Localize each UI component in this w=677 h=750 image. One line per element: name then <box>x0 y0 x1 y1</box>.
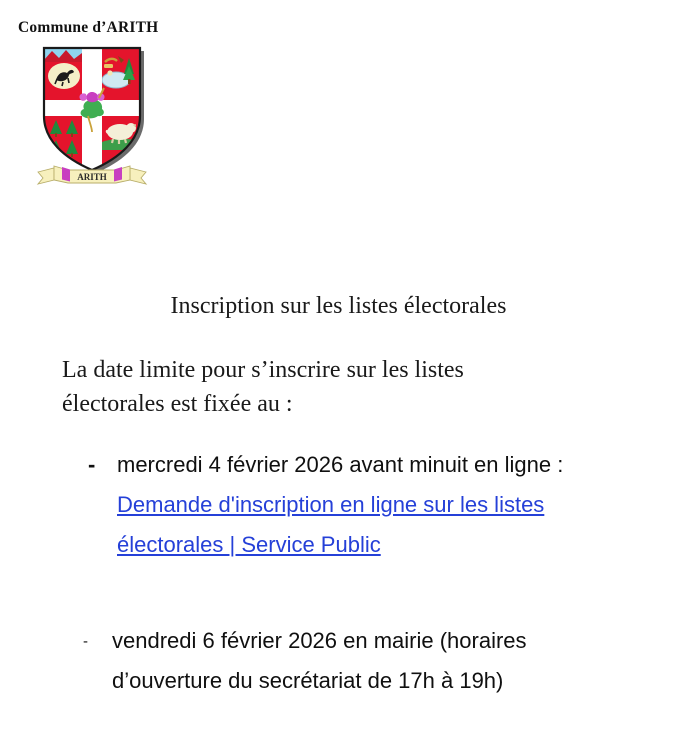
deadline-list <box>0 445 677 701</box>
document-title: Inscription sur les listes électorales <box>170 293 507 319</box>
list-item <box>88 445 598 565</box>
bullet-dash-icon: - <box>83 633 88 650</box>
list-item-text: vendredi 6 février 2026 en mairie (horaires d’ouverture du secrétariat de 17h à 19h) <box>112 628 527 693</box>
commune-title: Commune d’ARITH <box>18 19 159 36</box>
coat-of-arms-shield-icon <box>32 42 152 185</box>
list-item <box>83 621 613 701</box>
coat-of-arms-banner-label: ARITH <box>77 172 107 182</box>
list-item-text: mercredi 4 février 2026 avant minuit en ligne : <box>117 452 564 477</box>
bullet-dash-icon: - <box>88 452 96 477</box>
letterhead <box>0 0 677 195</box>
intro-paragraph: La date limite pour s’inscrire sur les listes électorales est fixée au : <box>62 357 464 417</box>
coat-of-arms-emblem <box>32 42 152 185</box>
service-public-link[interactable]: Demande d'inscription en ligne sur les listes électorales | Service Public <box>117 492 545 557</box>
